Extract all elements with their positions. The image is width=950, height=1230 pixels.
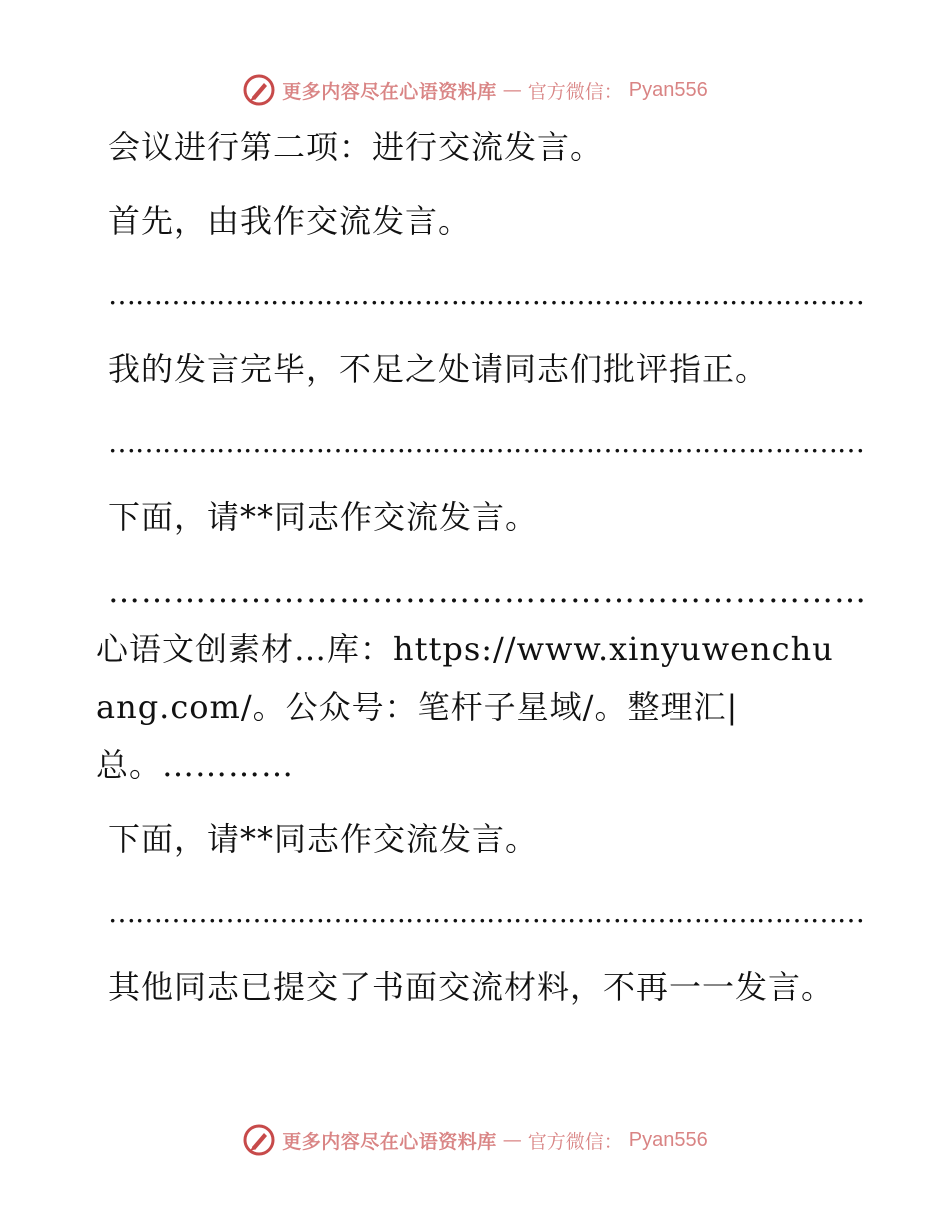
banner-suffix: 官方微信： (527, 1130, 623, 1153)
pen-logo-icon (242, 73, 276, 107)
ellipsis-placeholder-1: ………………………………………………………………………… (108, 278, 864, 311)
banner-text: 更多内容尽在心语资料库 (282, 1130, 497, 1153)
banner-suffix: 官方微信： (527, 80, 623, 103)
paragraph-agenda-item: 会议进行第二项：进行交流发言。 (108, 128, 604, 166)
header-watermark-banner (0, 70, 950, 110)
paragraph-written-materials: 其他同志已提交了书面交流材料，不再一一发言。 (108, 968, 835, 1006)
footer-watermark-banner (0, 1120, 950, 1160)
banner-separator: — (502, 1129, 522, 1151)
paragraph-watermark-note: ……………………………………………………………心语文创素材…库：https://www.xinyuwenchuang.com/。公众号：笔杆子星域/。整理汇|总。………… (96, 572, 867, 784)
pen-logo-icon (242, 1123, 276, 1157)
paragraph-closing-remark: 我的发言完毕，不足之处请同志们批评指正。 (108, 350, 769, 388)
banner-wechat-id: Pyan556 (628, 1128, 708, 1151)
paragraph-next-speaker-2: 下面，请**同志作交流发言。 (108, 820, 539, 858)
paragraph-next-speaker-1: 下面，请**同志作交流发言。 (108, 498, 539, 536)
paragraph-first-speaker: 首先，由我作交流发言。 (108, 202, 472, 240)
ellipsis-placeholder-3: ………………………………………………………………………… (108, 896, 864, 929)
document-body (96, 118, 867, 1032)
ellipsis-placeholder-2: ………………………………………………………………………… (108, 426, 864, 459)
banner-separator: — (502, 79, 522, 101)
banner-wechat-id: Pyan556 (628, 78, 708, 101)
banner-text: 更多内容尽在心语资料库 (282, 80, 497, 103)
